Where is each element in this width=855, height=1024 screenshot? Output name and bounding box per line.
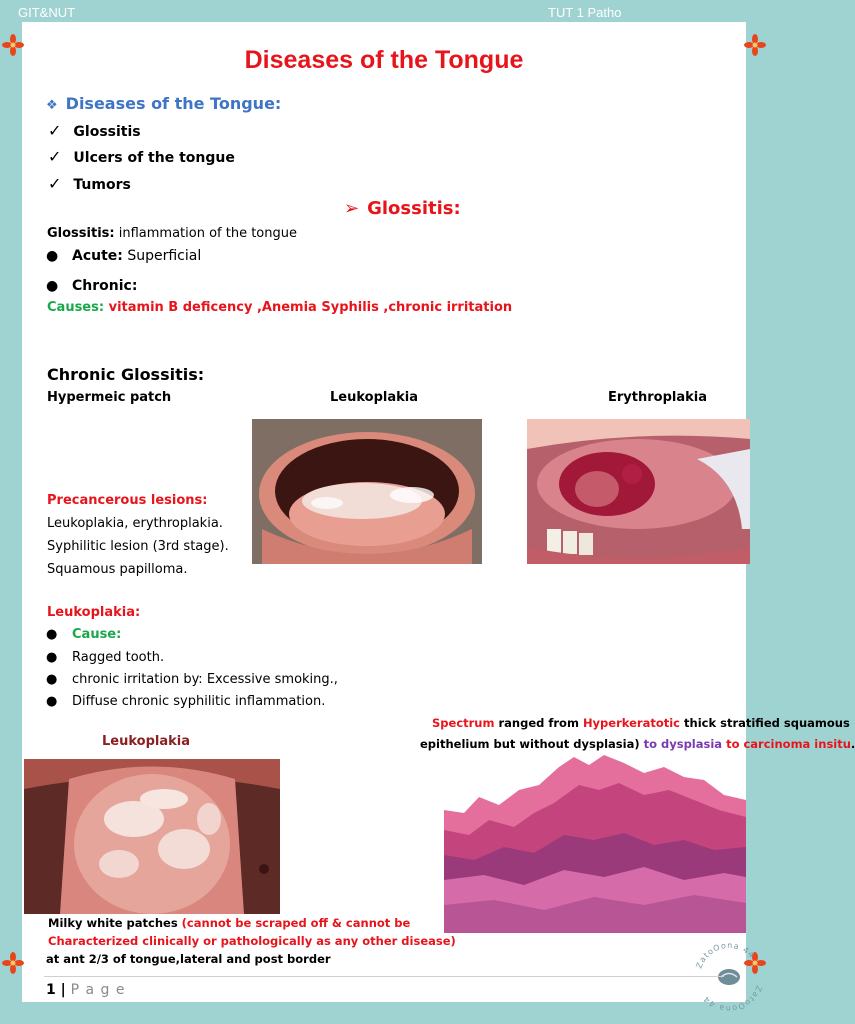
svg-text:ZatoOona 44 <box>694 941 756 970</box>
watermark-text-bottom: ZatoOona 44 <box>701 984 764 1014</box>
svg-text:ZatoOona 44 <box>701 984 763 1013</box>
arrow-bullet-icon: ➢ <box>344 198 360 219</box>
precancerous-line: Squamous papilloma. <box>47 562 188 577</box>
tongue-leukoplakia-photo <box>24 759 280 914</box>
list-item: ✓ Tumors <box>48 174 131 193</box>
header-left: GIT&NUT <box>18 5 76 20</box>
chronic-glossitis-heading: Chronic Glossitis: <box>47 365 205 384</box>
milky-line-2: Characterized clinically or pathologically as any other disease) <box>48 934 456 948</box>
bullet-icon: ● <box>46 278 59 294</box>
cause-item: ● Diffuse chronic syphilitic inflammation. <box>46 694 326 709</box>
bullet-icon: ● <box>46 650 58 665</box>
page-title: Diseases of the Tongue <box>244 46 524 74</box>
erythroplakia-label: Erythroplakia <box>608 390 707 405</box>
erythroplakia-photo <box>527 419 750 564</box>
list-item: ✓ Ulcers of the tongue <box>48 147 235 166</box>
spectrum-line-2: epithelium but without dysplasia) to dysplasia to carcinoma insitu. <box>420 737 855 751</box>
precancerous-line: Syphilitic lesion (3rd stage). <box>47 539 229 554</box>
cause-item: ● chronic irritation by: Excessive smoking., <box>46 672 338 687</box>
cause-item: ● Cause: <box>46 627 122 642</box>
leukoplakia-label: Leukoplakia <box>330 390 418 405</box>
flower-icon <box>2 952 24 974</box>
milky-line-1: Milky white patches (cannot be scraped off & cannot be <box>48 916 411 930</box>
check-icon: ✓ <box>48 174 62 193</box>
histology-photo <box>444 755 746 933</box>
cause-item: ● Ragged tooth. <box>46 650 165 665</box>
acute-item: ● Acute: Superficial <box>46 248 202 264</box>
watermark-badge <box>688 936 770 1018</box>
diamond-bullet-icon: ❖ <box>46 98 58 113</box>
check-icon: ✓ <box>48 121 62 140</box>
chronic-item: ● Chronic: <box>46 278 138 294</box>
footer-divider <box>44 976 724 977</box>
glossitis-heading: ➢ Glossitis: <box>344 198 461 219</box>
precancerous-heading: Precancerous lesions: <box>47 493 208 508</box>
check-icon: ✓ <box>48 147 62 166</box>
bullet-icon: ● <box>46 627 58 642</box>
bullet-icon: ● <box>46 248 59 264</box>
precancerous-line: Leukoplakia, erythroplakia. <box>47 516 223 531</box>
glossitis-definition: Glossitis: inflammation of the tongue <box>47 226 297 241</box>
leukoplakia-photo-label: Leukoplakia <box>102 734 190 749</box>
milky-line-3: at ant 2/3 of tongue,lateral and post border <box>46 952 331 966</box>
page-footer: 1 | P a g e <box>46 982 126 998</box>
spectrum-line-1: Spectrum ranged from Hyperkeratotic thick stratified squamous <box>432 716 850 730</box>
list-heading-text: Diseases of the Tongue: <box>65 94 282 113</box>
mouth-leukoplakia-photo <box>252 419 482 564</box>
header-right: TUT 1 Patho <box>548 5 622 20</box>
bullet-icon: ● <box>46 672 58 687</box>
leukoplakia-heading: Leukoplakia: <box>47 605 141 620</box>
hypermeic-patch-label: Hypermeic patch <box>47 390 172 405</box>
watermark-text-top: ZatoOona 44 <box>694 940 757 970</box>
list-item: ✓ Glossitis <box>48 121 141 140</box>
causes-line: Causes: vitamin B deficency ,Anemia Syphilis ,chronic irritation <box>47 300 513 315</box>
bullet-icon: ● <box>46 694 58 709</box>
list-heading <box>46 94 281 113</box>
